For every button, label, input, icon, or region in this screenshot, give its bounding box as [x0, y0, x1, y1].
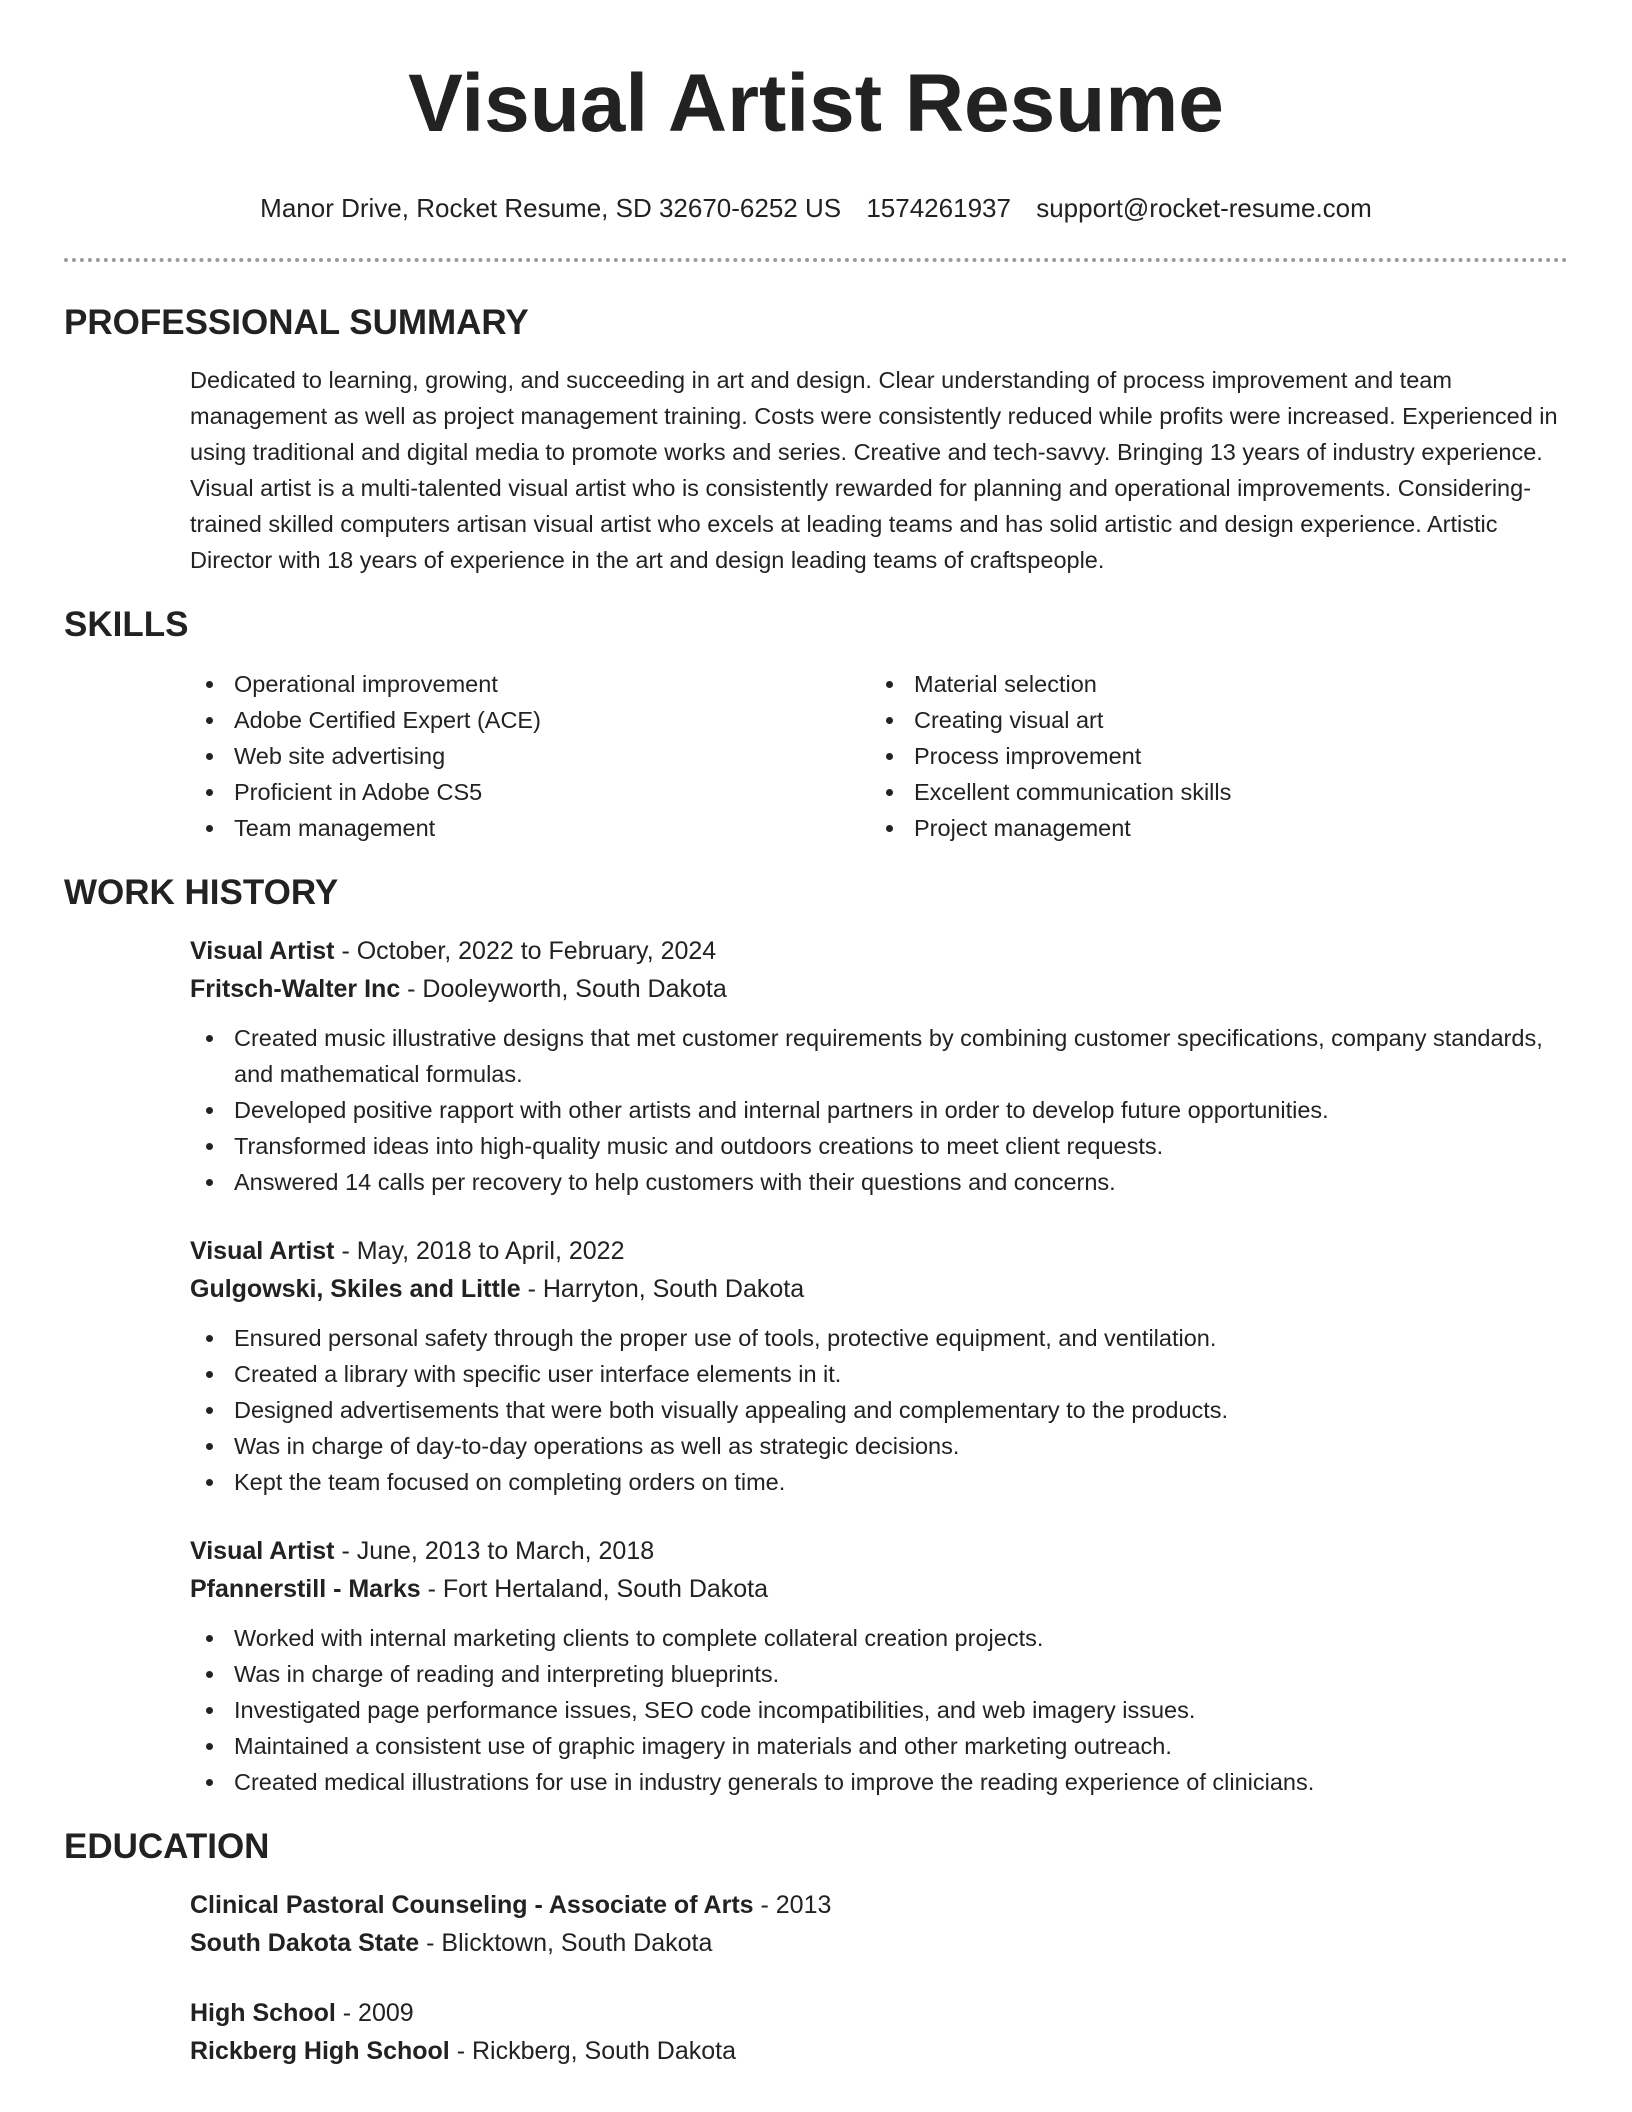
job-bullet: Created medical illustrations for use in industry generals to improve the reading experience of clinicians. — [190, 1764, 1568, 1800]
job-entry — [190, 1232, 1568, 1500]
skills-section — [64, 604, 1568, 846]
contact-email: support@rocket-resume.com — [1036, 193, 1372, 223]
job-company-line — [190, 1270, 1568, 1308]
job-bullet: Maintained a consistent use of graphic imagery in materials and other marketing outreach. — [190, 1728, 1568, 1764]
job-title-line — [190, 1232, 1568, 1270]
job-company-line — [190, 1570, 1568, 1608]
education-degree-line — [190, 1886, 1568, 1924]
skill-item: Creating visual art — [870, 702, 1550, 738]
education-degree-line — [190, 1994, 1568, 2032]
education-year: - 2009 — [335, 1999, 414, 2027]
job-title: Visual Artist — [190, 1237, 335, 1265]
skills-list-right — [870, 666, 1550, 846]
education-degree: High School — [190, 1999, 336, 2027]
job-bullet: Created music illustrative designs that met customer requirements by combining customer specifications, company standards, and mathematical formulas. — [190, 1020, 1568, 1092]
education-entry — [190, 1886, 1568, 1962]
summary-heading: PROFESSIONAL SUMMARY — [64, 303, 529, 342]
contact-phone: 1574261937 — [866, 193, 1011, 223]
job-dates: - May, 2018 to April, 2022 — [334, 1237, 625, 1265]
job-company-line — [190, 970, 1568, 1008]
resume-title: Visual Artist Resume — [408, 58, 1224, 149]
job-entry — [190, 1532, 1568, 1800]
education-location: - Rickberg, South Dakota — [449, 2037, 737, 2065]
contact-line — [64, 192, 1568, 224]
header-divider — [64, 258, 1568, 262]
skill-item: Process improvement — [870, 738, 1550, 774]
skill-item: Proficient in Adobe CS5 — [190, 774, 870, 810]
job-entry — [190, 932, 1568, 1200]
job-bullet: Kept the team focused on completing orders on time. — [190, 1464, 1568, 1500]
job-title: Visual Artist — [190, 1537, 335, 1565]
education-entry — [190, 1994, 1568, 2070]
job-bullet: Created a library with specific user interface elements in it. — [190, 1356, 1568, 1392]
job-company: Pfannerstill - Marks — [190, 1575, 421, 1603]
job-bullet: Investigated page performance issues, SEO code incompatibilities, and web imagery issues. — [190, 1692, 1568, 1728]
education-location: - Blicktown, South Dakota — [419, 1929, 713, 1957]
skill-item: Team management — [190, 810, 870, 846]
job-title-line — [190, 932, 1568, 970]
summary-body — [190, 362, 1568, 578]
job-bullet: Designed advertisements that were both visually appealing and complementary to the products. — [190, 1392, 1568, 1428]
skill-item: Material selection — [870, 666, 1550, 702]
education-school-line — [190, 1924, 1568, 1962]
summary-text: Dedicated to learning, growing, and succeeding in art and design. Clear understanding of process improvement and team management as well as project management training. Costs were consistently reduced while profits were increased. Experienced in using traditional and digital media to promote works and series. Creative and tech-savvy. Bringing 13 years of industry experience. Visual artist is a multi-talented visual artist who is consistently rewarded for planning and operational improvements. Considering-trained skilled computers artisan visual artist who excels at leading teams and has solid artistic and design experience. Artistic Director with 18 years of experience in the art and design leading teams of craftspeople. — [190, 367, 1558, 573]
job-bullet: Developed positive rapport with other artists and internal partners in order to develop future opportunities. — [190, 1092, 1568, 1128]
education-school: South Dakota State — [190, 1929, 420, 1957]
skill-item: Project management — [870, 810, 1550, 846]
job-company: Fritsch-Walter Inc — [190, 975, 401, 1003]
job-location: - Fort Hertaland, South Dakota — [420, 1575, 769, 1603]
job-bullets — [190, 1620, 1568, 1800]
education-degree: Clinical Pastoral Counseling - Associate of Arts — [190, 1891, 754, 1919]
skill-item: Web site advertising — [190, 738, 870, 774]
skill-item: Excellent communication skills — [870, 774, 1550, 810]
job-bullet: Ensured personal safety through the proper use of tools, protective equipment, and ventilation. — [190, 1320, 1568, 1356]
education-heading: EDUCATION — [64, 1827, 270, 1866]
education-year: - 2013 — [753, 1891, 832, 1919]
job-bullet: Worked with internal marketing clients to complete collateral creation projects. — [190, 1620, 1568, 1656]
job-bullet: Transformed ideas into high-quality music and outdoors creations to meet client requests. — [190, 1128, 1568, 1164]
job-bullet: Was in charge of day-to-day operations as well as strategic decisions. — [190, 1428, 1568, 1464]
job-bullets — [190, 1020, 1568, 1200]
contact-address: Manor Drive, Rocket Resume, SD 32670-6252 US — [260, 193, 842, 223]
job-company: Gulgowski, Skiles and Little — [190, 1275, 521, 1303]
summary-section — [64, 302, 1568, 578]
work-section — [64, 872, 1568, 1800]
education-section — [64, 1826, 1568, 2070]
job-title-line — [190, 1532, 1568, 1570]
job-bullet: Was in charge of reading and interpreting blueprints. — [190, 1656, 1568, 1692]
job-bullets — [190, 1320, 1568, 1500]
work-heading: WORK HISTORY — [64, 873, 339, 912]
job-location: - Dooleyworth, South Dakota — [400, 975, 727, 1003]
skills-grid — [190, 666, 1568, 846]
education-school: Rickberg High School — [190, 2037, 450, 2065]
job-dates: - October, 2022 to February, 2024 — [334, 937, 717, 965]
job-title: Visual Artist — [190, 937, 335, 965]
education-school-line — [190, 2032, 1568, 2070]
skills-list-left — [190, 666, 870, 846]
job-dates: - June, 2013 to March, 2018 — [334, 1537, 655, 1565]
skills-heading: SKILLS — [64, 605, 189, 644]
skill-item: Adobe Certified Expert (ACE) — [190, 702, 870, 738]
skill-item: Operational improvement — [190, 666, 870, 702]
work-body — [190, 932, 1568, 1800]
education-body — [190, 1886, 1568, 2070]
job-location: - Harryton, South Dakota — [520, 1275, 805, 1303]
job-bullet: Answered 14 calls per recovery to help customers with their questions and concerns. — [190, 1164, 1568, 1200]
